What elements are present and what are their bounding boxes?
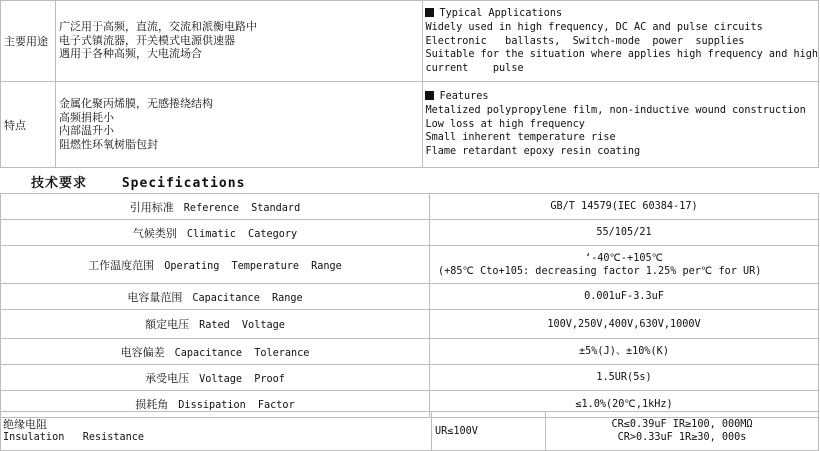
features-en-title: Features [425,90,818,104]
square-bullet-icon [425,91,434,100]
features-cn-line: 高频捐耗小 [58,110,114,124]
features-en-line: Metalized polypropylene film, non-inductive wound construction [425,104,806,116]
spec-name-cell: 电容量范围 Capacitance Range [1,284,430,310]
features-en-cell [423,82,819,168]
spec-name-cell: 引用标准 Reference Standard [1,194,430,220]
spec-row-climatic-category [1,220,819,246]
uses-en-line: Suitable for the situation where applies high frequency and high [425,49,818,61]
insulation-line-1: CR≤0.39uF IR≥100, 000MΩ [611,419,753,430]
insulation-cn: 绝缘电阻 [3,417,47,431]
specifications-heading [31,172,245,191]
features-cn-line: 内部温升小 [58,124,114,137]
spec-name-cell: 电容偏差 Capacitance Tolerance [1,339,430,365]
spec-name-cell: 額定电压 Rated Voltage [1,310,430,339]
spec-name-cell: 工作温度范围 Operating Temperature Range [1,246,430,284]
uses-en-title: Typical Applications [425,7,818,21]
spec-value-cell: GB/T 14579(IEC 60384-17) [430,194,819,220]
spec-value-cell [430,246,819,284]
uses-cn-line: 电子式镇流器，开关模式电源供速器 [58,33,235,47]
spec-value-cell: ±5%(J)、±10%(K) [430,339,819,365]
temperature-range-value: ‘-40℃-+105℃ [584,252,664,264]
spec-name-cell: 气候类别 Climatic Category [1,220,430,246]
uses-en-line: Widely used in high frequency, DC AC and pulse circuits [425,21,763,33]
uses-en-line: current pulse [425,63,524,75]
features-en-line: Flame retardant epoxy resin coating [425,146,641,158]
uses-label: 主要用途 [1,1,56,82]
spec-heading-en: Specifications [121,176,246,191]
spec-row-capacitance-tolerance [1,339,819,365]
features-en-line: Small inherent temperature rise [425,132,616,144]
features-row [1,82,819,168]
spec-value-cell: 55/105/21 [430,220,819,246]
spec-value-cell: 100V,250V,400V,630V,1000V [430,310,819,339]
insulation-table [0,411,819,451]
spec-row-rated-voltage [1,310,819,339]
features-cn-cell [55,82,422,168]
specifications-table [0,193,819,418]
spec-row-capacitance-range [1,284,819,310]
insulation-line-2: CR>0.33uF 1R≥30, 000s [617,432,747,443]
spec-row-reference-standard [1,194,819,220]
temperature-derating-note: (+85℃ Cto+105: decreasing factor 1.25% per℃ for UR) [438,265,762,277]
square-bullet-icon [425,8,434,17]
features-label: 特点 [1,82,56,168]
features-en-line: Low loss at high frequency [425,118,585,130]
spec-name-cell: 承受电压 Voltage Proof [1,365,430,391]
description-table [0,0,819,168]
uses-cn-line: 遇用于各种高频，大电流场合 [58,47,202,60]
features-cn-line: 阻燃性环氧树脂包封 [58,137,158,151]
spec-value-cell: ≤1.0%(20℃,1kHz) [430,391,819,418]
insulation-condition-cell: UR≤100V [432,412,546,451]
uses-cn-cell [55,1,422,82]
insulation-name-cell [1,412,432,451]
uses-row [1,1,819,82]
spec-row-voltage-proof [1,365,819,391]
spec-row-insulation-resistance [1,412,819,451]
uses-en-cell [423,1,819,82]
spec-name-cell: 损耗角 Dissipation Factor [1,391,430,418]
uses-cn-line: 广泛用于高频，直流，交流和派衡电路中 [58,20,257,33]
features-cn-line: 金属化聚丙烯膜，无感捲绕结构 [58,97,213,110]
insulation-en: Insulation Resistance [3,431,145,443]
uses-en-line: Electronic ballasts, Switch-mode power supplies [425,35,745,47]
spec-row-operating-temperature [1,246,819,284]
insulation-value-cell [546,412,819,451]
spec-value-cell: 0.001uF-3.3uF [430,284,819,310]
spec-value-cell: 1.5UR(5s) [430,365,819,391]
spec-heading-cn: 技术要求 [31,176,88,191]
